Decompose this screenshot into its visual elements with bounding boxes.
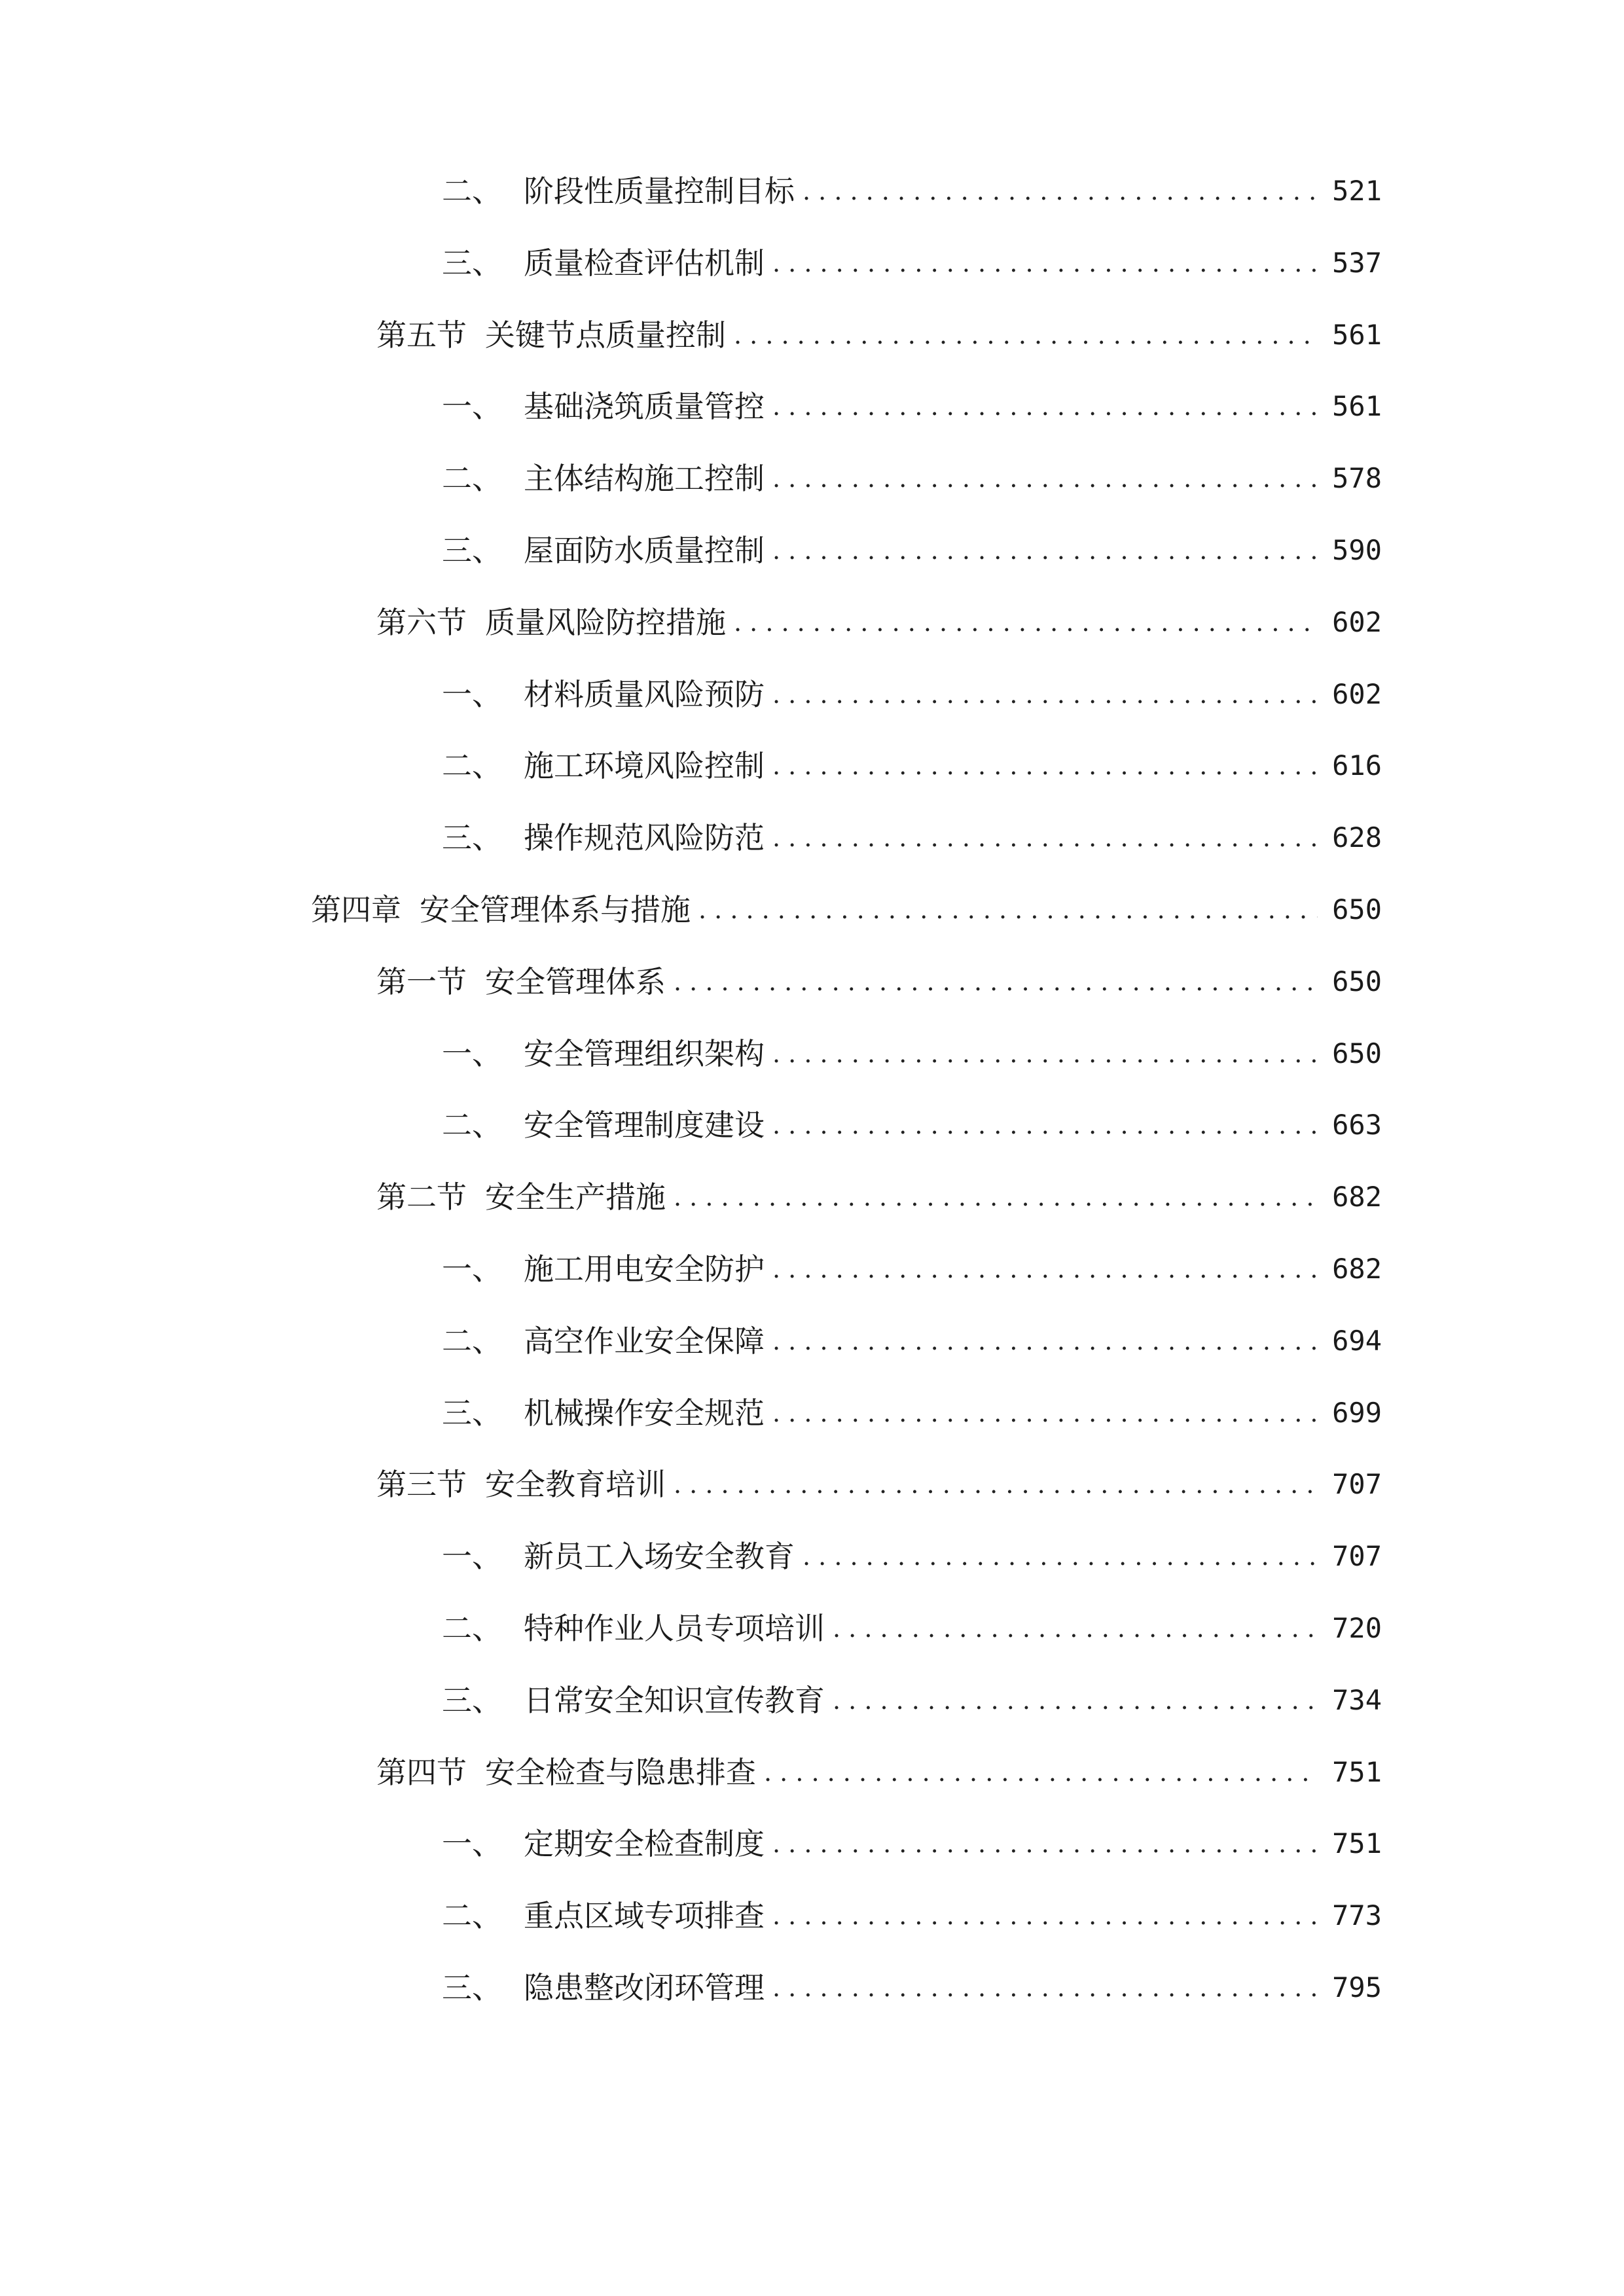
- toc-entry-level-3[interactable]: [442, 452, 1382, 505]
- toc-entry-level-3[interactable]: [442, 1387, 1382, 1439]
- toc-dot-leader: [772, 1818, 1318, 1870]
- toc-dot-leader: [772, 1890, 1318, 1942]
- toc-dot-leader: [674, 956, 1318, 1008]
- toc-entry-number: 一、: [442, 1036, 502, 1071]
- toc-entry-level-3[interactable]: [442, 1602, 1382, 1655]
- toc-dot-leader: [772, 668, 1318, 721]
- toc-entry-title: 机械操作安全规范: [524, 1395, 765, 1431]
- toc-entry-title: 安全管理体系: [485, 964, 666, 999]
- toc-entry-title: 隐患整改闭环管理: [524, 1970, 765, 2005]
- toc-entry-title: 关键节点质量控制: [485, 317, 726, 353]
- toc-entry-title: 高空作业安全保障: [524, 1323, 765, 1359]
- toc-entry-level-3[interactable]: [442, 1674, 1382, 1727]
- toc-entry-page-number: 537: [1332, 247, 1382, 279]
- toc-dot-leader: [772, 524, 1318, 577]
- toc-entry-number: 第三节: [376, 1467, 467, 1502]
- toc-entry-number: 二、: [442, 1611, 502, 1646]
- toc-dot-leader: [772, 452, 1318, 505]
- toc-entry-level-3[interactable]: [442, 1530, 1382, 1583]
- toc-entry-number: 三、: [442, 533, 502, 568]
- toc-entry-title: 新员工入场安全教育: [524, 1539, 795, 1574]
- toc-entry-page-number: 663: [1332, 1109, 1382, 1141]
- toc-entry-level-3[interactable]: [442, 812, 1382, 864]
- toc-entry-page-number: 720: [1332, 1612, 1382, 1644]
- toc-entry-page-number: 682: [1332, 1253, 1382, 1285]
- toc-entry-page-number: 561: [1332, 390, 1382, 422]
- toc-entry-number: 二、: [442, 1107, 502, 1143]
- toc-dot-leader: [833, 1602, 1318, 1655]
- toc-dot-leader: [803, 1530, 1318, 1583]
- toc-entry-title: 安全生产措施: [485, 1179, 666, 1215]
- toc-entry-title: 重点区域专项排查: [524, 1898, 765, 1933]
- toc-entry-page-number: 616: [1332, 749, 1382, 781]
- toc-entry-page-number: 628: [1332, 821, 1382, 853]
- toc-entry-number: 二、: [442, 461, 502, 496]
- toc-entry-level-2[interactable]: [376, 1171, 1382, 1223]
- toc-dot-leader: [772, 1028, 1318, 1080]
- toc-entry-level-3[interactable]: [442, 740, 1382, 792]
- toc-entry-number: 一、: [442, 1826, 502, 1861]
- toc-entry-level-2[interactable]: [376, 1458, 1382, 1511]
- toc-entry-title: 阶段性质量控制目标: [524, 173, 795, 209]
- toc-entry-level-3[interactable]: [442, 1243, 1382, 1295]
- toc-entry-page-number: 734: [1332, 1684, 1382, 1716]
- toc-entry-title: 施工用电安全防护: [524, 1251, 765, 1287]
- toc-entry-level-3[interactable]: [442, 524, 1382, 577]
- toc-entry-number: 二、: [442, 748, 502, 783]
- toc-entry-number: 三、: [442, 1970, 502, 2005]
- toc-dot-leader: [734, 596, 1318, 649]
- toc-entry-level-3[interactable]: [442, 1890, 1382, 1942]
- toc-entry-level-3[interactable]: [442, 380, 1382, 433]
- toc-entry-title: 材料质量风险预防: [524, 677, 765, 712]
- toc-entry-page-number: 694: [1332, 1325, 1382, 1357]
- toc-dot-leader: [764, 1746, 1318, 1799]
- toc-entry-number: 三、: [442, 820, 502, 855]
- toc-dot-leader: [833, 1674, 1318, 1727]
- toc-entry-title: 安全管理组织架构: [524, 1036, 765, 1071]
- toc-entry-number: 一、: [442, 389, 502, 424]
- toc-entry-page-number: 795: [1332, 1971, 1382, 2003]
- toc-entry-number: 二、: [442, 1898, 502, 1933]
- toc-entry-level-3[interactable]: [442, 1099, 1382, 1151]
- toc-entry-level-2[interactable]: [376, 309, 1382, 361]
- toc-entry-page-number: 650: [1332, 893, 1382, 925]
- toc-dot-leader: [772, 740, 1318, 792]
- toc-entry-title: 主体结构施工控制: [524, 461, 765, 496]
- toc-dot-leader: [772, 1962, 1318, 2014]
- toc-entry-number: 三、: [442, 1683, 502, 1718]
- toc-entry-title: 定期安全检查制度: [524, 1826, 765, 1861]
- toc-entry-title: 质量检查评估机制: [524, 245, 765, 281]
- toc-dot-leader: [772, 1387, 1318, 1439]
- toc-entry-level-1[interactable]: [311, 884, 1382, 936]
- toc-entry-page-number: 650: [1332, 1037, 1382, 1069]
- toc-dot-leader: [698, 884, 1318, 936]
- toc-entry-title: 质量风险防控措施: [485, 605, 726, 640]
- toc-entry-number: 第五节: [376, 317, 467, 353]
- toc-entry-title: 施工环境风险控制: [524, 748, 765, 783]
- toc-entry-level-2[interactable]: [376, 956, 1382, 1008]
- toc-entry-level-3[interactable]: [442, 1315, 1382, 1367]
- toc-entry-number: 三、: [442, 1395, 502, 1431]
- toc-entry-page-number: 682: [1332, 1181, 1382, 1213]
- toc-entry-title: 安全检查与隐患排查: [485, 1755, 756, 1790]
- toc-entry-level-2[interactable]: [376, 596, 1382, 649]
- toc-entry-page-number: 751: [1332, 1756, 1382, 1788]
- toc-entry-title: 基础浇筑质量管控: [524, 389, 765, 424]
- toc-entry-page-number: 773: [1332, 1899, 1382, 1931]
- toc-entry-number: 第一节: [376, 964, 467, 999]
- toc-entry-level-3[interactable]: [442, 1028, 1382, 1080]
- toc-entry-page-number: 650: [1332, 965, 1382, 997]
- toc-entry-number: 第四节: [376, 1755, 467, 1790]
- toc-entry-level-3[interactable]: [442, 237, 1382, 289]
- toc-entry-title: 操作规范风险防范: [524, 820, 765, 855]
- toc-entry-page-number: 707: [1332, 1540, 1382, 1572]
- toc-entry-number: 二、: [442, 173, 502, 209]
- toc-entry-page-number: 707: [1332, 1468, 1382, 1500]
- toc-dot-leader: [803, 165, 1318, 217]
- toc-entry-level-3[interactable]: [442, 668, 1382, 721]
- toc-entry-title: 日常安全知识宣传教育: [524, 1683, 825, 1718]
- toc-entry-title: 安全教育培训: [485, 1467, 666, 1502]
- toc-dot-leader: [674, 1171, 1318, 1223]
- toc-dot-leader: [674, 1458, 1318, 1511]
- toc-entry-number: 第四章: [311, 892, 401, 927]
- toc-entry-number: 二、: [442, 1323, 502, 1359]
- toc-entry-page-number: 602: [1332, 678, 1382, 710]
- toc-dot-leader: [772, 1315, 1318, 1367]
- toc-entry-number: 第六节: [376, 605, 467, 640]
- toc-dot-leader: [734, 309, 1318, 361]
- toc-entry-page-number: 578: [1332, 462, 1382, 494]
- toc-entry-title: 安全管理制度建设: [524, 1107, 765, 1143]
- toc-entry-level-3[interactable]: [442, 1962, 1382, 2014]
- toc-dot-leader: [772, 1099, 1318, 1151]
- toc-entry-page-number: 699: [1332, 1397, 1382, 1429]
- toc-entry-number: 一、: [442, 1251, 502, 1287]
- toc-entry-number: 三、: [442, 245, 502, 281]
- toc-entry-level-3[interactable]: [442, 165, 1382, 217]
- toc-dot-leader: [772, 380, 1318, 433]
- toc-dot-leader: [772, 812, 1318, 864]
- toc-entry-number: 第二节: [376, 1179, 467, 1215]
- toc-entry-level-3[interactable]: [442, 1818, 1382, 1870]
- toc-entry-page-number: 590: [1332, 534, 1382, 566]
- toc-entry-title: 安全管理体系与措施: [420, 892, 691, 927]
- toc-entry-title: 屋面防水质量控制: [524, 533, 765, 568]
- toc-dot-leader: [772, 1243, 1318, 1295]
- toc-entry-number: 一、: [442, 1539, 502, 1574]
- toc-entry-level-2[interactable]: [376, 1746, 1382, 1799]
- toc-entry-title: 特种作业人员专项培训: [524, 1611, 825, 1646]
- toc-dot-leader: [772, 237, 1318, 289]
- toc-entry-page-number: 751: [1332, 1827, 1382, 1859]
- toc-entry-page-number: 521: [1332, 175, 1382, 207]
- toc-entry-page-number: 602: [1332, 606, 1382, 638]
- toc-entry-page-number: 561: [1332, 319, 1382, 351]
- toc-entry-number: 一、: [442, 677, 502, 712]
